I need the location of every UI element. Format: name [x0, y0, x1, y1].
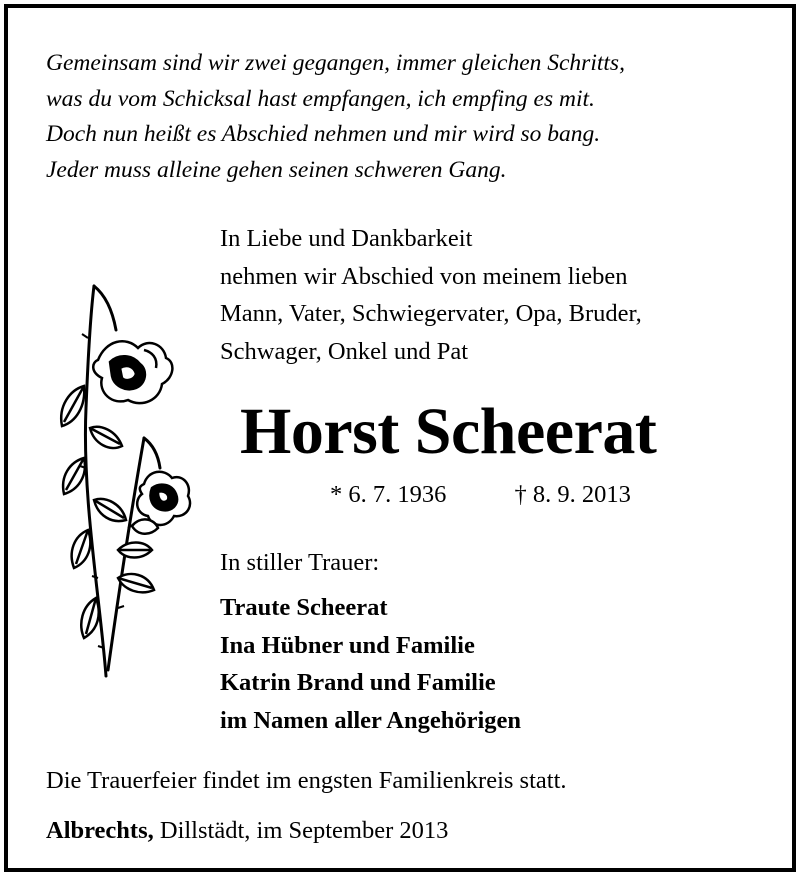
mourner-name: Ina Hübner und Familie [220, 631, 475, 659]
mourner-name: Katrin Brand und Familie [220, 669, 496, 696]
place-date-line [46, 814, 448, 848]
life-dates [330, 478, 770, 512]
poem-line: Jeder muss alleine gehen seinen schweren Gang. [46, 156, 507, 183]
poem-line: was du vom Schicksal hast empfangen, ich empfing es mit. [46, 85, 595, 112]
intro-line: nehmen wir Abschied von meinem lieben [220, 262, 628, 290]
poem-line: Doch nun heißt es Abschied nehmen und mir wird so bang. [46, 121, 601, 147]
obituary-frame [4, 4, 796, 872]
birth-date: * 6. 7. 1936 [330, 481, 447, 508]
place-town: Albrechts, [46, 817, 154, 844]
place-rest: Dillstädt, im September 2013 [153, 817, 449, 844]
mourners-list [220, 589, 521, 739]
ceremony-note: Die Trauerfeier findet im engsten Familienkreis statt. [46, 767, 567, 794]
death-date: † 8. 9. 2013 [514, 481, 631, 508]
intro-line: Mann, Vater, Schwiegervater, Opa, Bruder, [220, 300, 642, 327]
intro-line: In Liebe und Dankbarkeit [220, 225, 473, 252]
rose-branch-icon [48, 278, 208, 688]
mourner-name: Traute Scheerat [220, 594, 388, 621]
mourning-label: In stiller Trauer: [220, 549, 380, 576]
deceased-name: Horst Scheerat [240, 395, 657, 468]
poem-line: Gemeinsam sind wir zwei gegangen, immer gleichen Schritts, [46, 50, 625, 76]
mourner-name: im Namen aller Angehörigen [220, 706, 522, 734]
intro-text [220, 220, 780, 370]
poem [46, 46, 766, 188]
intro-line: Schwager, Onkel und Pat [220, 337, 469, 365]
